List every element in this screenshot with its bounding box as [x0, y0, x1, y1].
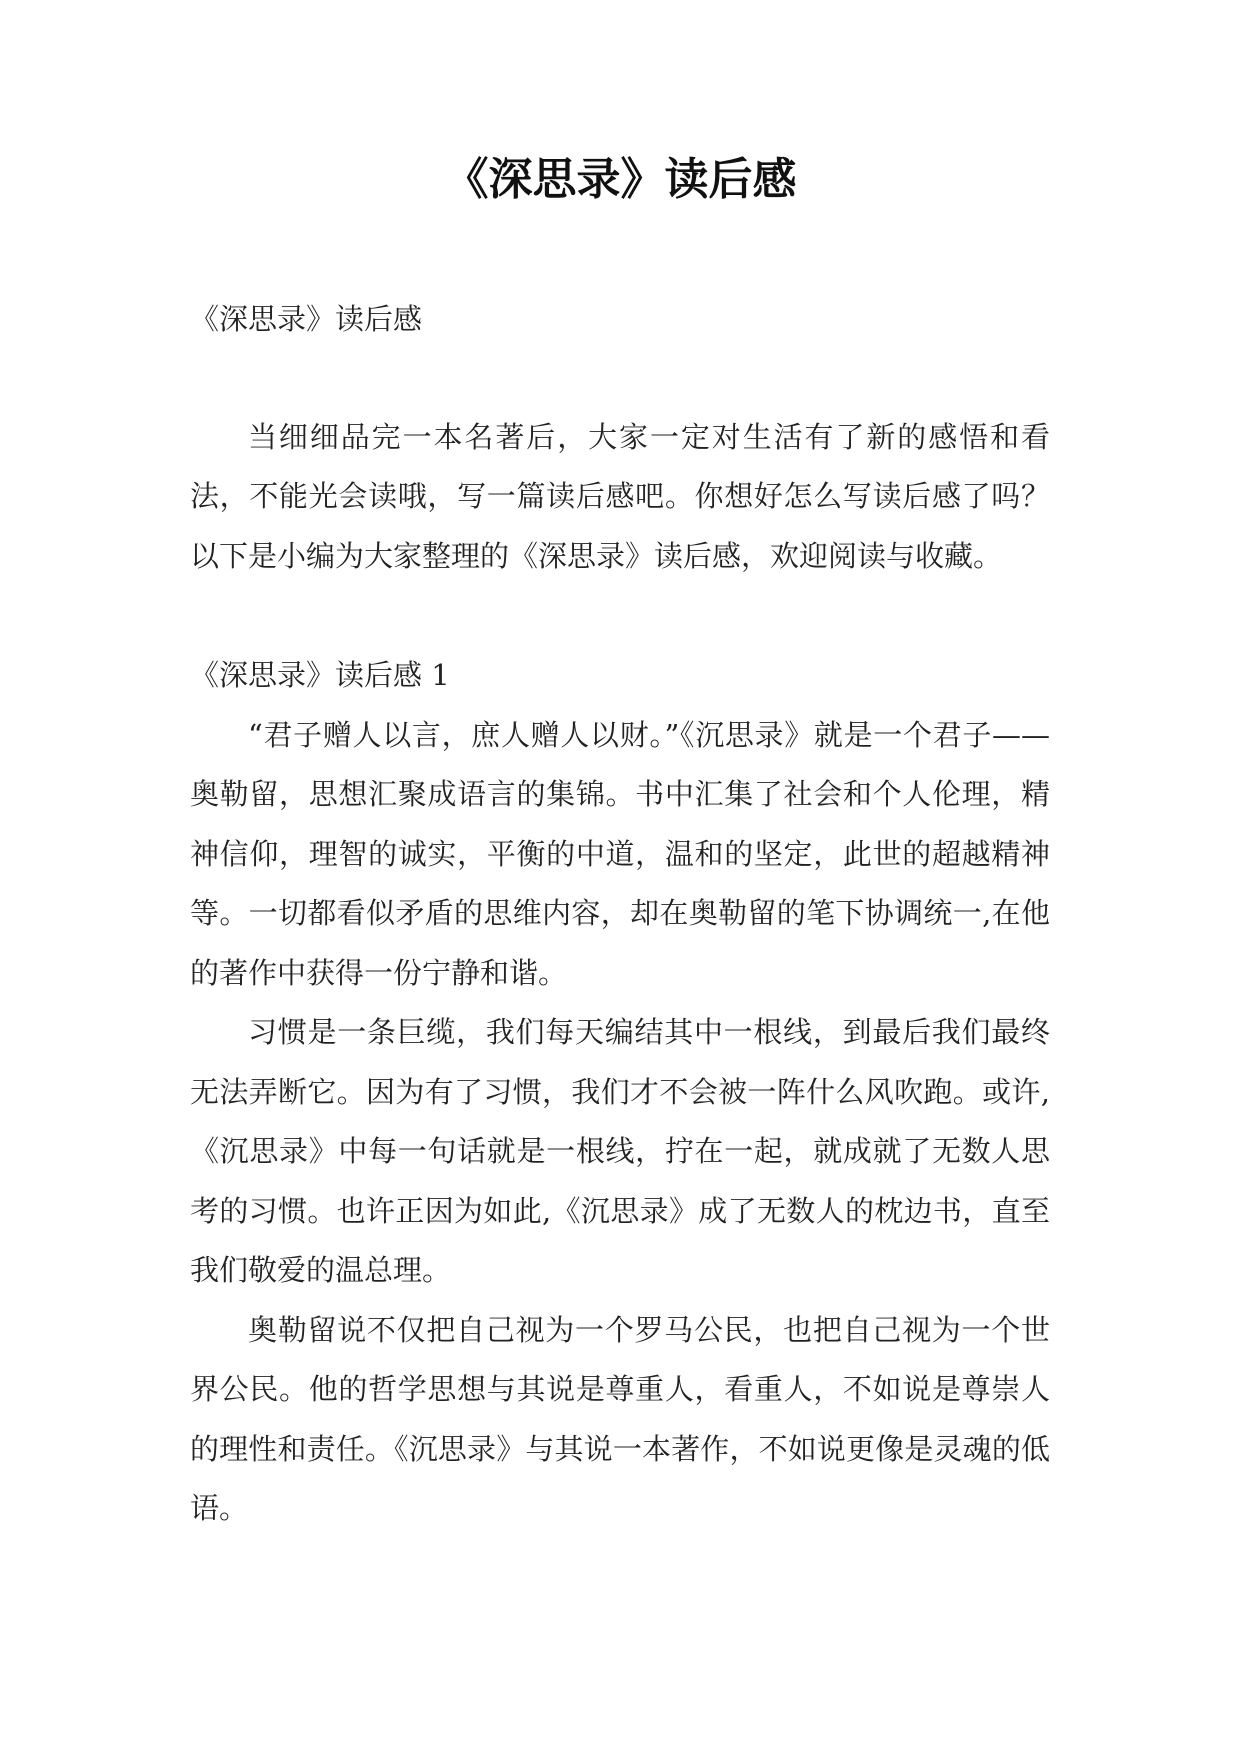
intro-paragraph: 当细细品完一本名著后，大家一定对生活有了新的感悟和看法，不能光会读哦，写一篇读后感吧。你想好怎么写读后感了吗？以下是小编为大家整理的《深思录》读后感，欢迎阅读与收藏。 [190, 419, 1050, 573]
document-subtitle: 《深思录》读后感 [190, 302, 423, 336]
page-title: 《深思录》读后感 [444, 154, 797, 205]
document-body [190, 290, 1050, 1539]
body-paragraph-2: 习惯是一条巨缆，我们每天编结其中一根线，到最后我们最终无法弄断它。因为有了习惯，我们才不会被一阵什么风吹跑。或许,《沉思录》中每一句话就是一根线，拧在一起，就成就了无数人思考的习惯。也许正因为如此,《沉思录》成了无数人的枕边书，直至我们敬爱的温总理。 [190, 1015, 1050, 1287]
body-paragraph-1: “君子赠人以言，庶人赠人以财。”《沉思录》就是一个君子——奥勒留，思想汇聚成语言的集锦。书中汇集了社会和个人伦理，精神信仰，理智的诚实，平衡的中道，温和的坚定，此世的超越精神等。一切都看似矛盾的思维内容，却在奥勒留的笔下协调统一,在他的著作中获得一份宁静和谐。 [190, 717, 1050, 990]
section-heading: 《深思录》读后感 1 [190, 658, 450, 692]
body-paragraph-3: 奥勒留说不仅把自己视为一个罗马公民，也把自己视为一个世界公民。他的哲学思想与其说是尊重人，看重人，不如说是尊崇人的理性和责任。《沉思录》与其说一本著作，不如说更像是灵魂的低语。 [190, 1312, 1050, 1525]
